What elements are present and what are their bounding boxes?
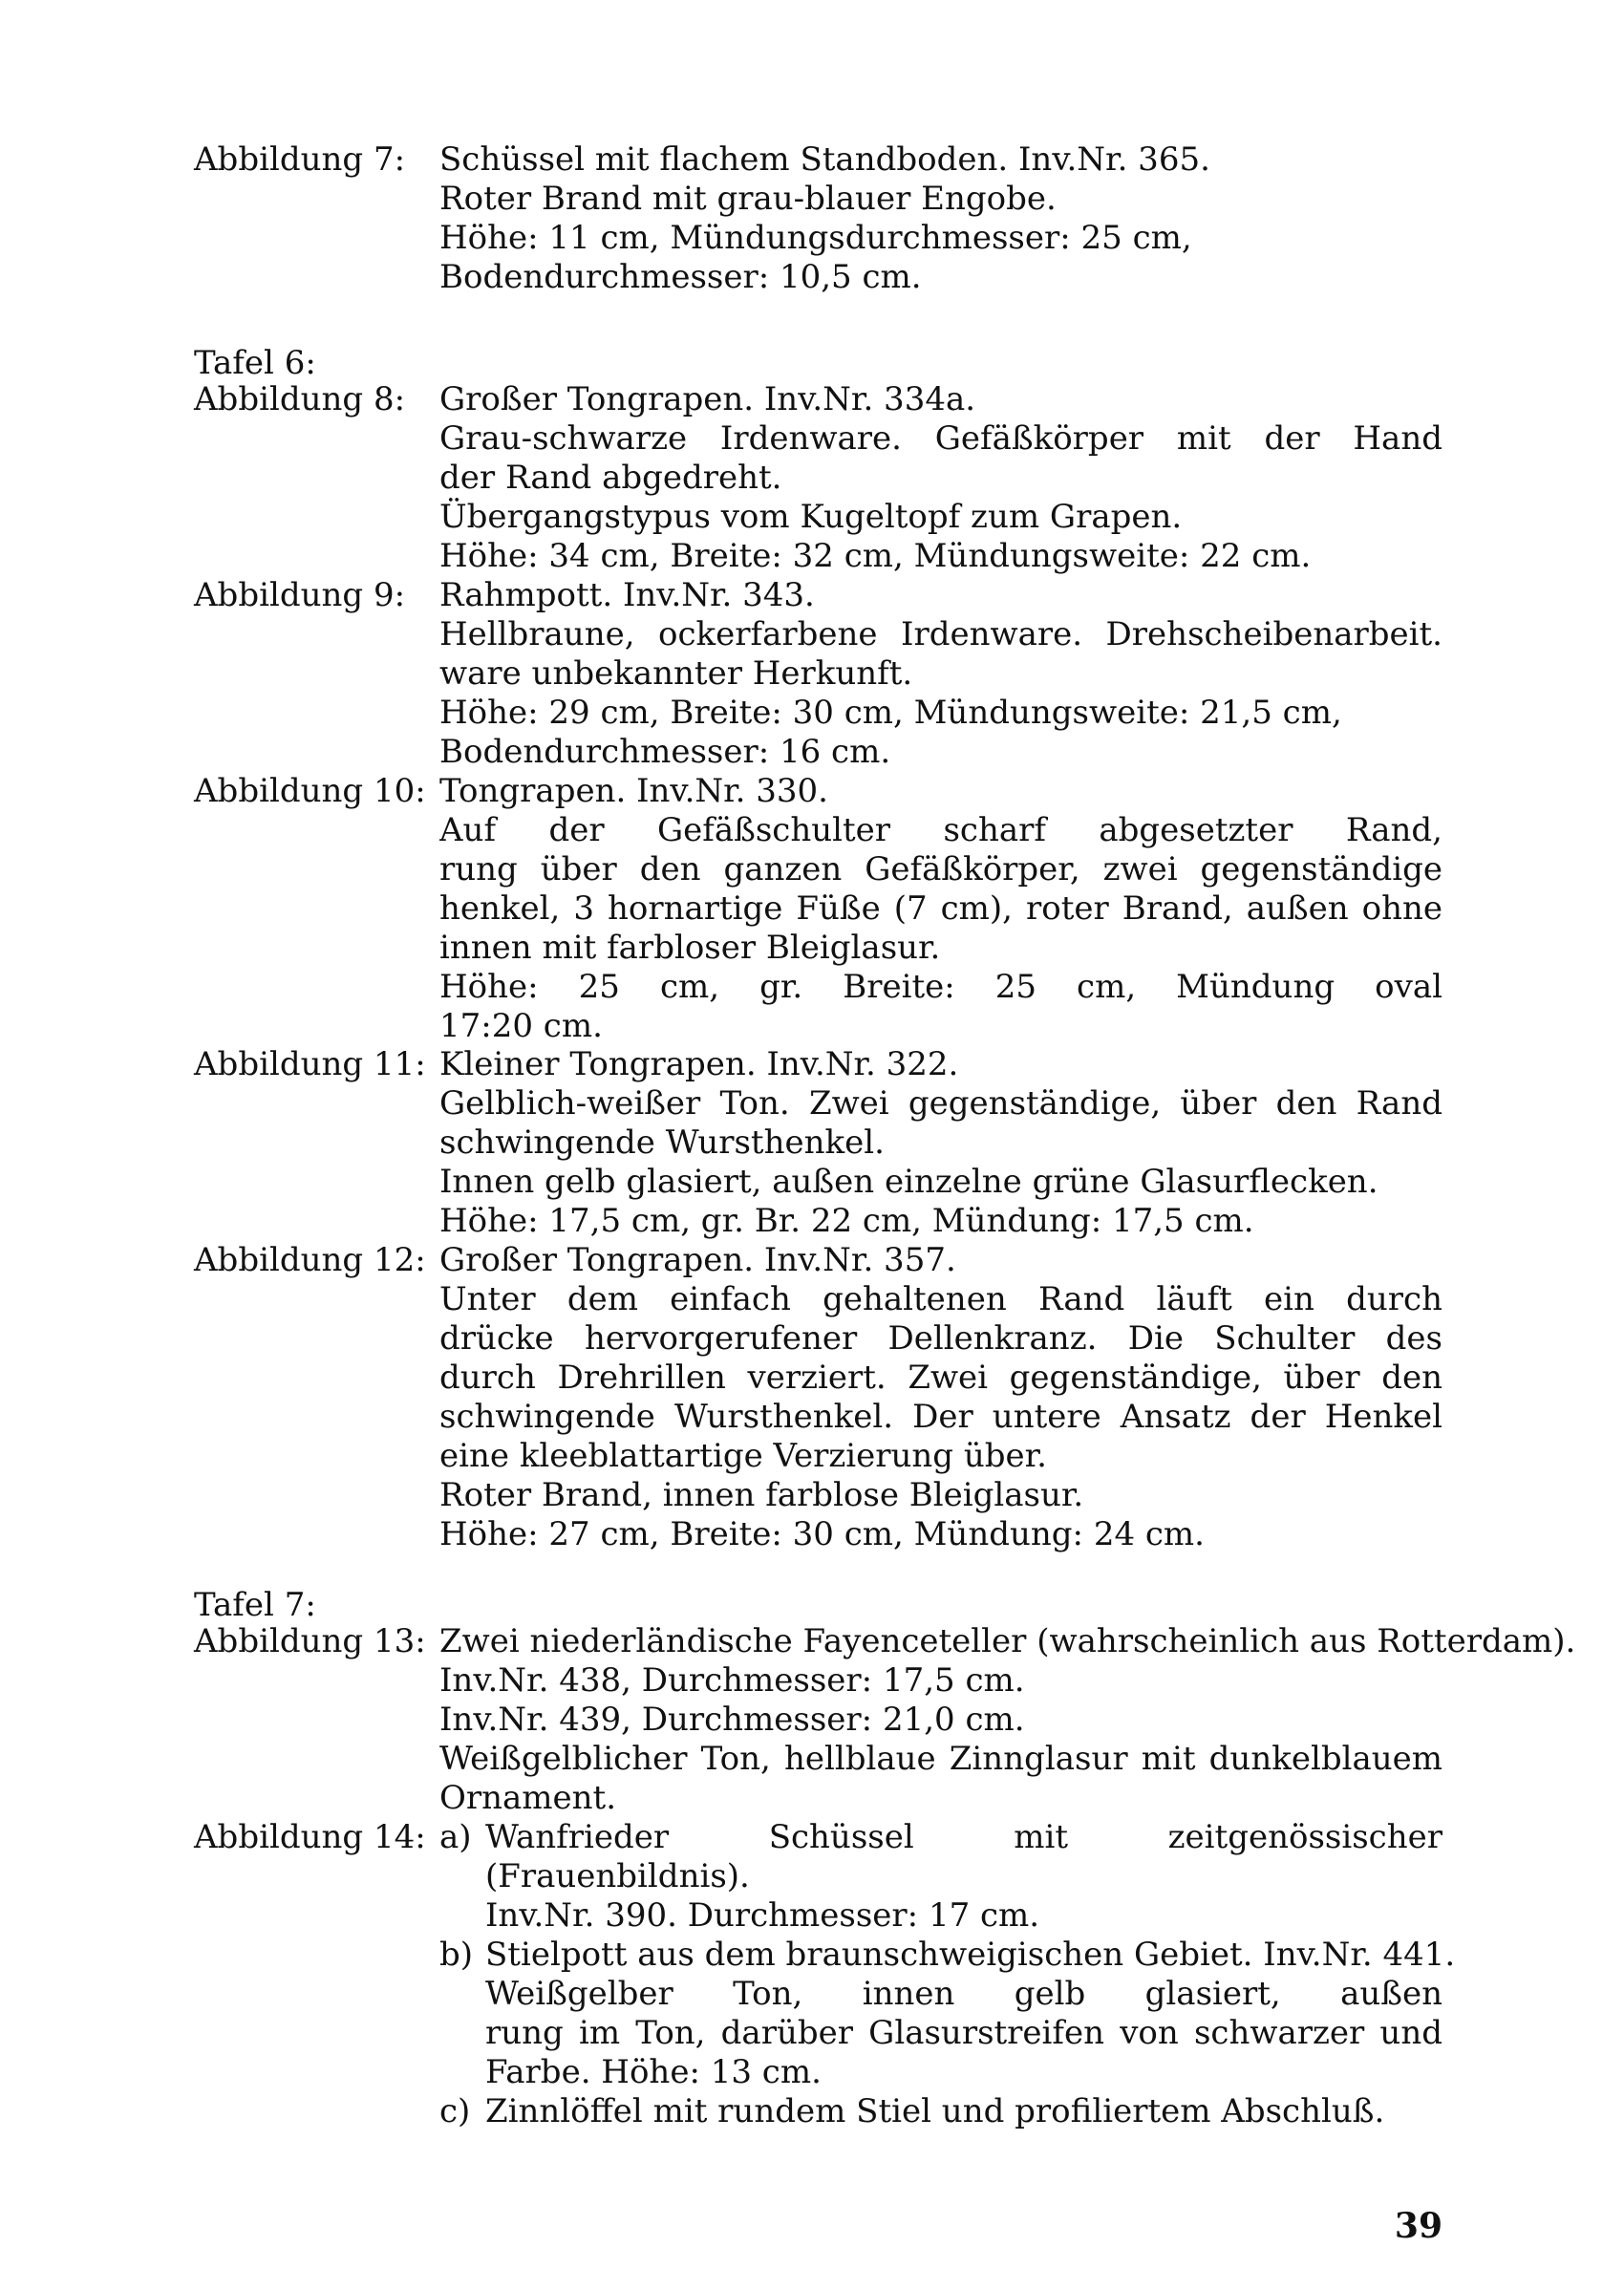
description-line: (Frauenbildnis). [485, 1857, 750, 1895]
figure-label: Abbildung 12: [194, 1241, 426, 1279]
description-line: Inv.Nr. 390. Durchmesser: 17 cm. [485, 1896, 1040, 1935]
sub-item-letter: c) [439, 2092, 471, 2130]
figure-label: Abbildung 14: [194, 1818, 426, 1856]
figure-description [439, 576, 1442, 772]
description-line: Unter dem einfach gehaltenen Rand läuft ein durch [439, 1280, 1442, 1318]
description-line: 17:20 cm. [439, 1007, 603, 1045]
description-line: drücke hervorgerufener Dellenkranz. Die Schulter des [439, 1319, 1442, 1358]
figure-description [439, 140, 1442, 297]
description-line: henkel, 3 hornartige Füße (7 cm), roter Brand, außen ohne [439, 889, 1442, 928]
description-line: Roter Brand mit grau-blauer Engobe. [439, 180, 1057, 218]
figure-description [439, 1241, 1442, 1554]
figure-label: Abbildung 11: [194, 1045, 426, 1083]
description-line: rung im Ton, darüber Glasurstreifen von schwarzer und [485, 2014, 1442, 2052]
description-line: innen mit farbloser Bleiglasur. [439, 929, 941, 967]
figure-label: Abbildung 13: [194, 1622, 426, 1660]
description-line: Innen gelb glasiert, außen einzelne grüne Glasurflecken. [439, 1163, 1378, 1201]
description-line: Auf der Gefäßschulter scharf abgesetzter Rand, [439, 811, 1442, 849]
description-line: Rahmpott. Inv.Nr. 343. [439, 576, 815, 614]
sub-item-description [485, 2092, 1442, 2131]
description-line: Bodendurchmesser: 10,5 cm. [439, 258, 922, 296]
description-line: Höhe: 11 cm, Mündungsdurchmesser: 25 cm, [439, 219, 1192, 257]
description-line: Zwei niederländische Fayenceteller (wahrscheinlich aus Rotterdam). [439, 1622, 1576, 1660]
sub-item-description [485, 1818, 1442, 1936]
description-line: Weißgelblicher Ton, hellblaue Zinnglasur mit dunkelblauem [439, 1740, 1442, 1778]
description-line: Weißgelber Ton, innen gelb glasiert, außen [485, 1975, 1442, 2013]
description-line: Höhe: 34 cm, Breite: 32 cm, Mündungsweite: 22 cm. [439, 537, 1312, 575]
description-line: Hellbraune, ockerfarbene Irdenware. Drehscheibenarbeit. [439, 615, 1442, 653]
description-line: Tongrapen. Inv.Nr. 330. [439, 772, 828, 810]
figure-label: Abbildung 7: [194, 140, 406, 179]
description-line: Großer Tongrapen. Inv.Nr. 357. [439, 1241, 956, 1279]
description-line: Stielpott aus dem braunschweigischen Gebiet. Inv.Nr. 441. [485, 1936, 1456, 1974]
sub-item-description [485, 1936, 1456, 2092]
description-line: Übergangstypus vom Kugeltopf zum Grapen. [439, 498, 1183, 536]
figure-description [439, 1045, 1442, 1241]
description-line: Höhe: 17,5 cm, gr. Br. 22 cm, Mündung: 17,5 cm. [439, 1202, 1254, 1240]
description-line: Inv.Nr. 438, Durchmesser: 17,5 cm. [439, 1661, 1025, 1700]
description-line: durch Drehrillen verziert. Zwei gegenständige, über den [439, 1359, 1442, 1397]
description-line: Höhe: 27 cm, Breite: 30 cm, Mündung: 24 cm. [439, 1515, 1205, 1553]
description-line: Roter Brand, innen farblose Bleiglasur. [439, 1476, 1084, 1514]
figure-label: Abbildung 10: [194, 772, 426, 810]
description-line: Schüssel mit flachem Standboden. Inv.Nr. 365. [439, 140, 1210, 179]
description-line: Grau-schwarze Irdenware. Gefäßkörper mit der Hand [439, 419, 1442, 458]
figure-label: Abbildung 9: [194, 576, 406, 614]
description-line: Ornament. [439, 1779, 617, 1817]
figure-description [439, 1622, 1576, 1818]
description-line: rung über den ganzen Gefäßkörper, zwei gegenständige [439, 850, 1442, 888]
description-line: Großer Tongrapen. Inv.Nr. 334a. [439, 380, 976, 418]
description-line: ware unbekannter Herkunft. [439, 654, 913, 693]
description-line: schwingende Wursthenkel. [439, 1124, 885, 1162]
figure-description [439, 772, 1442, 1046]
description-line: Bodendurchmesser: 16 cm. [439, 733, 891, 771]
plate-heading-6: Tafel 6: [194, 344, 316, 382]
description-line: Zinnlöffel mit rundem Stiel und profiliertem Abschluß. [485, 2092, 1385, 2130]
sub-item-letter: b) [439, 1936, 474, 1974]
description-line: Höhe: 29 cm, Breite: 30 cm, Mündungsweite: 21,5 cm, [439, 694, 1342, 732]
description-line: Kleiner Tongrapen. Inv.Nr. 322. [439, 1045, 959, 1083]
description-line: Farbe. Höhe: 13 cm. [485, 2053, 822, 2091]
sub-item-letter: a) [439, 1818, 472, 1856]
description-line: Gelblich-weißer Ton. Zwei gegenständige, über den Rand [439, 1084, 1442, 1123]
description-line: Höhe: 25 cm, gr. Breite: 25 cm, Mündung oval [439, 968, 1442, 1006]
plate-heading-7: Tafel 7: [194, 1586, 316, 1624]
description-line: der Rand abgedreht. [439, 459, 782, 497]
figure-description [439, 380, 1442, 576]
description-line: schwingende Wursthenkel. Der untere Ansatz der Henkel [439, 1398, 1442, 1436]
page-number: 39 [1394, 2206, 1442, 2246]
description-line: Inv.Nr. 439, Durchmesser: 21,0 cm. [439, 1701, 1025, 1739]
description-line: eine kleeblattartige Verzierung über. [439, 1437, 1047, 1475]
figure-label: Abbildung 8: [194, 380, 406, 418]
description-line: Wanfrieder Schüssel mit zeitgenössischer [485, 1818, 1442, 1856]
